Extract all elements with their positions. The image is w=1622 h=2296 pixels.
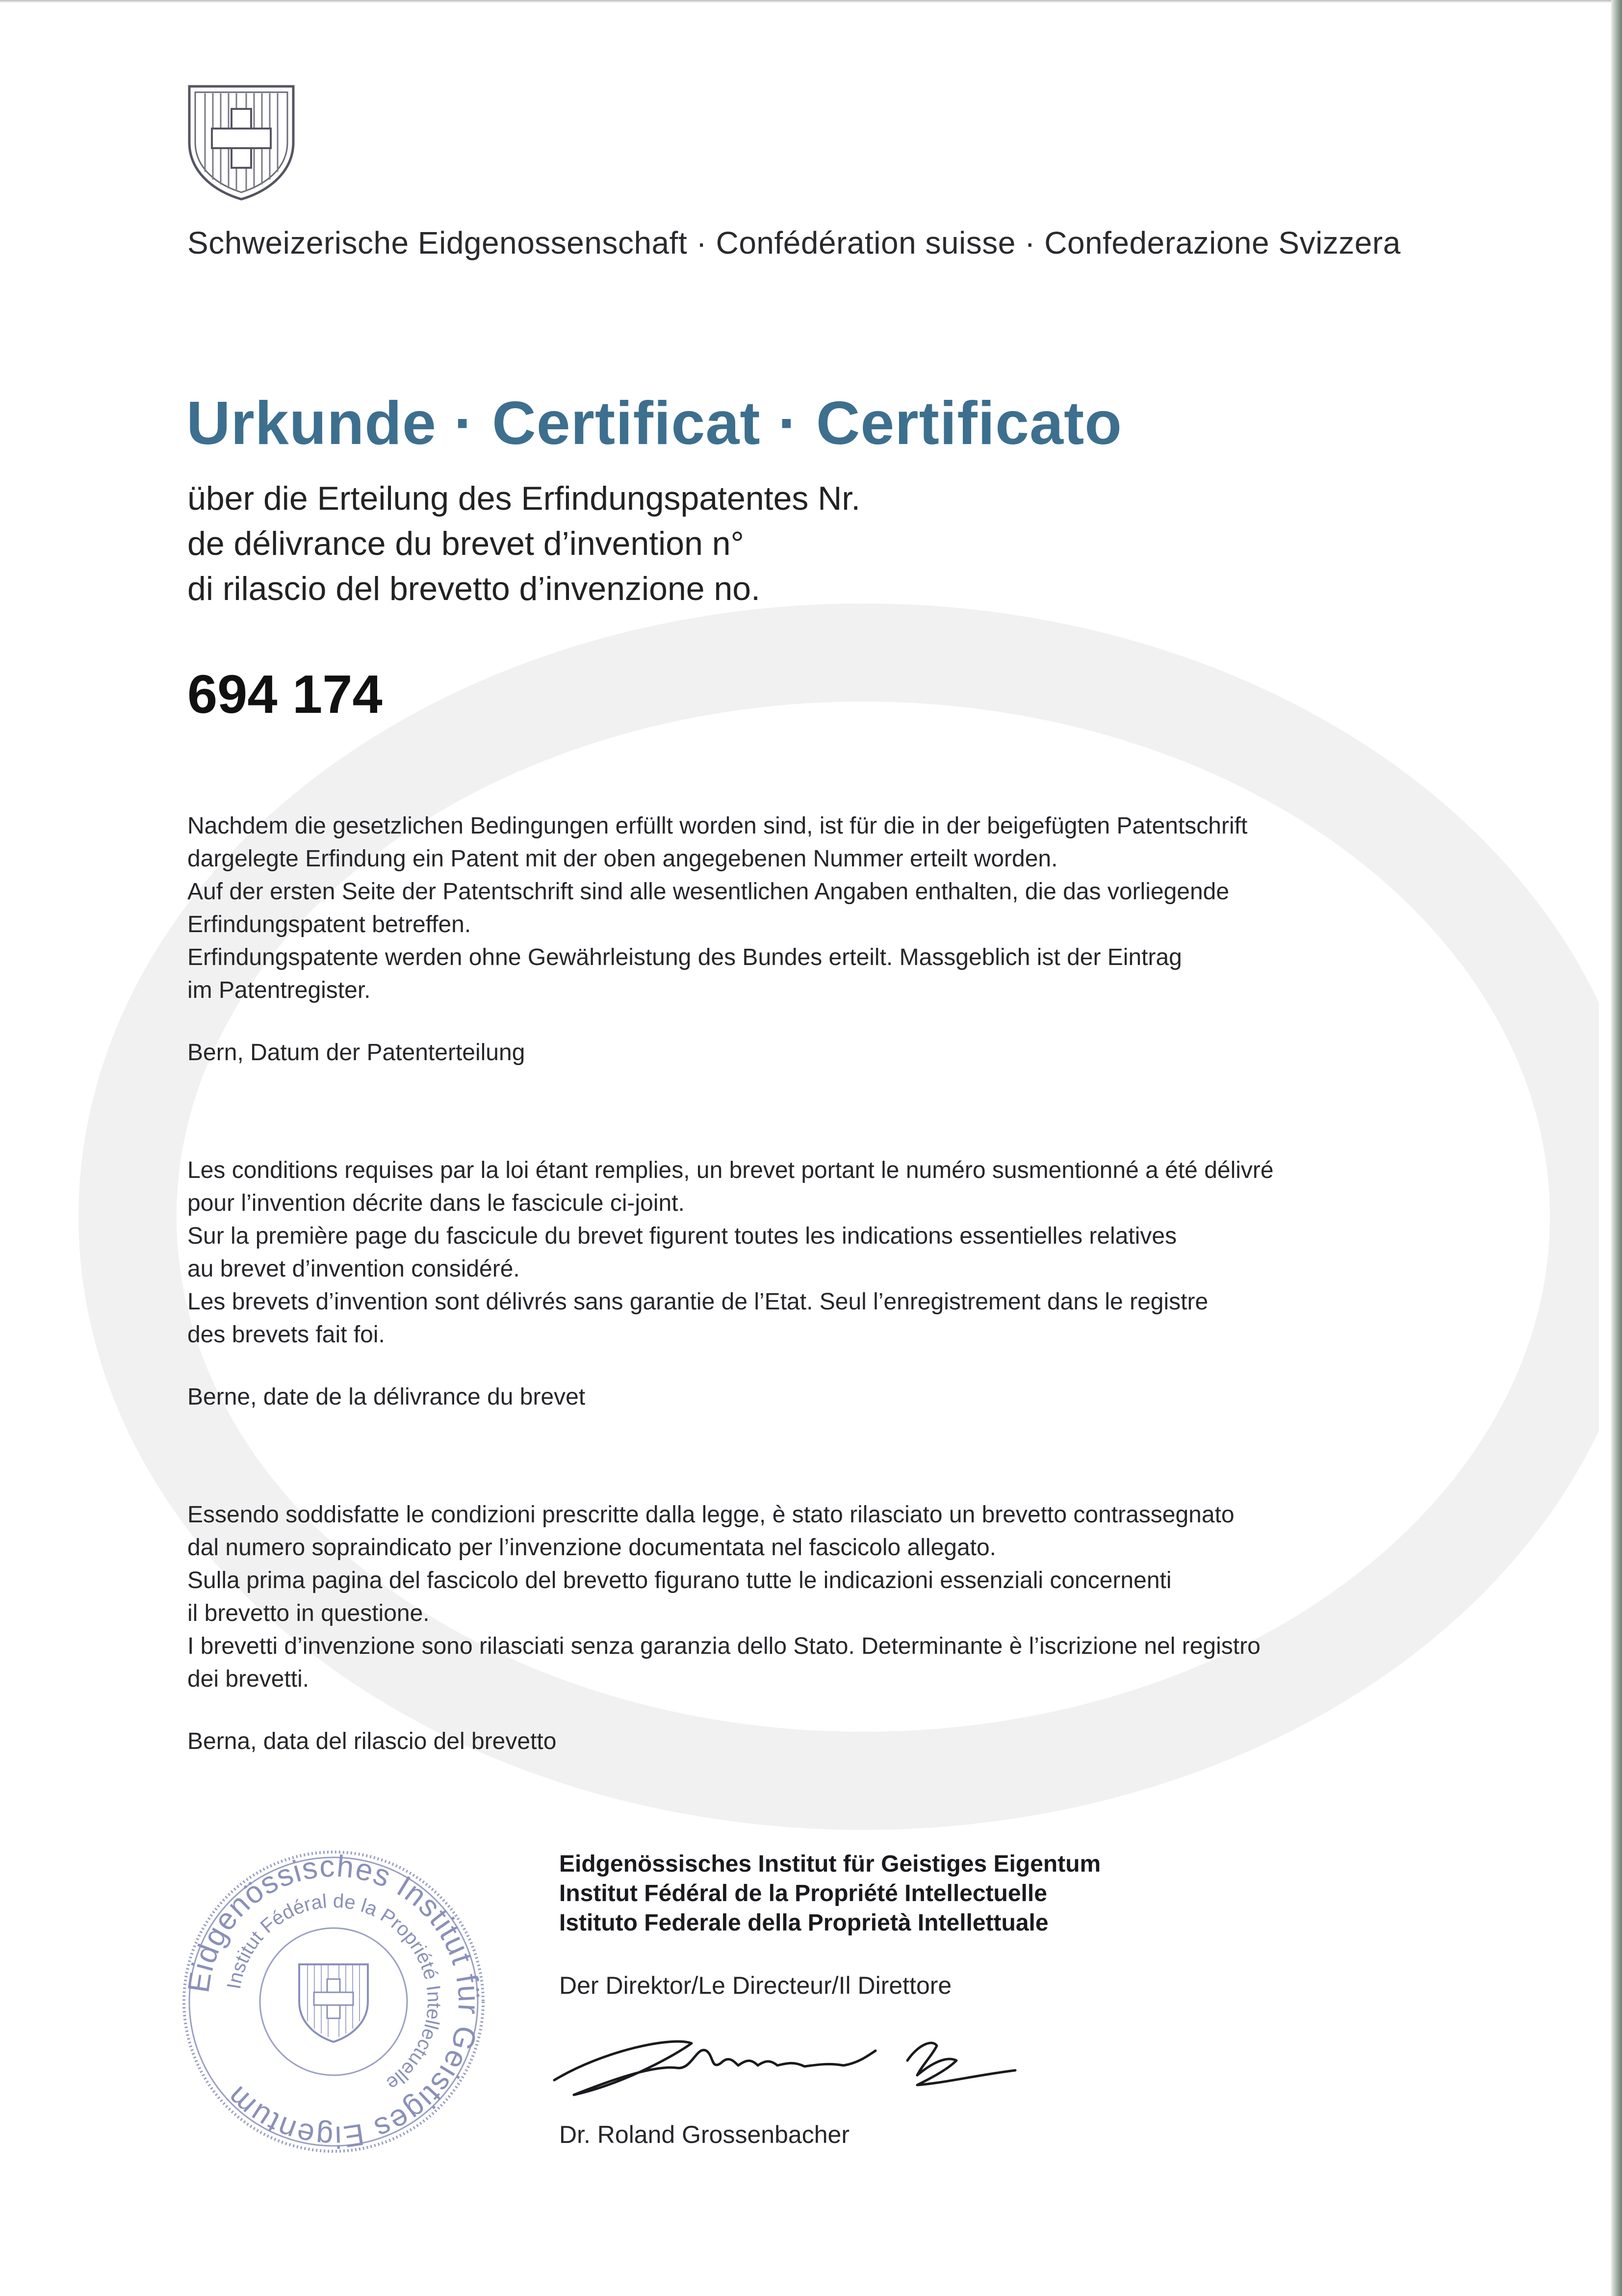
subtitle-italian: di rilascio del brevetto d’invenzione no.: [187, 570, 761, 607]
page-edge-top: [0, 0, 1622, 3]
french-line: pour l’invention décrite dans le fascicule ci-joint.: [187, 1190, 685, 1216]
italian-paragraph: [187, 1498, 1463, 1696]
institute-seal-icon: [177, 1845, 490, 2159]
seal-inner-text: Institut Fédéral de la Propriété Intellectuelle: [223, 1890, 445, 2095]
signature-icon: [544, 2016, 1035, 2110]
italian-line: Sulla prima pagina del fascicolo del brevetto figurano tutte le indicazioni essenziali concernenti: [187, 1567, 1172, 1593]
institute-name-french: Institut Fédéral de la Propriété Intellectuelle: [559, 1880, 1047, 1906]
french-place-date: Berne, date de la délivrance du brevet: [187, 1384, 586, 1410]
german-line: Erfindungspatente werden ohne Gewährleistung des Bundes erteilt. Massgeblich ist der Eintrag: [187, 944, 1182, 970]
german-line: im Patentregister.: [187, 977, 371, 1003]
institute-name-italian: Istituto Federale della Proprietà Intellettuale: [559, 1910, 1049, 1936]
subtitle-german: über die Erteilung des Erfindungspatentes Nr.: [187, 480, 861, 517]
french-line: Les brevets d’invention sont délivrés sans garantie de l’Etat. Seul l’enregistrement dans le registre: [187, 1289, 1209, 1315]
german-line: dargelegte Erfindung ein Patent mit der oben angegebenen Nummer erteilt worden.: [187, 846, 1058, 872]
confederation-line: Schweizerische Eidgenossenschaft · Confédération suisse · Confederazione Svizzera: [187, 225, 1401, 261]
french-line: au brevet d’invention considéré.: [187, 1256, 520, 1282]
italian-line: il brevetto in questione.: [187, 1600, 430, 1626]
certificate-title: Urkunde · Certificat · Certificato: [186, 390, 1123, 457]
patent-number: 694 174: [187, 664, 383, 725]
institute-name-german: Eidgenössisches Institut für Geistiges Eigentum: [559, 1851, 1101, 1877]
german-paragraph: [187, 809, 1463, 1007]
german-place-date: Bern, Datum der Patenterteilung: [187, 1040, 525, 1066]
subtitle: [187, 476, 860, 611]
french-line: Sur la première page du fascicule du brevet figurent toutes les indications essentielles relatives: [187, 1223, 1177, 1249]
french-line: des brevets fait foi.: [187, 1322, 385, 1348]
german-line: Auf der ersten Seite der Patentschrift sind alle wesentlichen Angaben enthalten, die das vorliegende: [187, 879, 1230, 905]
german-line: Erfindungspatent betreffen.: [187, 912, 471, 938]
subtitle-french: de délivrance du brevet d’invention n°: [187, 525, 744, 562]
italian-place-date: Berna, data del rilascio del brevetto: [187, 1728, 557, 1754]
french-line: Les conditions requises par la loi étant remplies, un brevet portant le numéro susmentionné a été délivré: [187, 1157, 1274, 1183]
italian-line: Essendo soddisfatte le condizioni prescritte dalla legge, è stato rilasciato un brevetto contrassegnato: [187, 1502, 1235, 1528]
italian-line: dei brevetti.: [187, 1666, 309, 1692]
french-paragraph: [187, 1154, 1463, 1351]
page-edge-right: [1611, 0, 1622, 2296]
italian-line: dal numero sopraindicato per l’invenzione documentata nel fascicolo allegato.: [187, 1535, 997, 1561]
swiss-cross-shield-icon: [185, 83, 297, 201]
institute-names: [559, 1850, 1101, 1938]
german-line: Nachdem die gesetzlichen Bedingungen erfüllt worden sind, ist für die in der beigefügten Patentschrift: [187, 813, 1248, 839]
seal-outer-text: Eidgenössisches Institut für Geistiges Eigentum: [181, 1849, 486, 2154]
director-name: Dr. Roland Grossenbacher: [559, 2121, 850, 2148]
director-title: Der Direktor/Le Directeur/Il Direttore: [559, 1972, 952, 1999]
italian-line: I brevetti d’invenzione sono rilasciati senza garanzia dello Stato. Determinante è l’iscrizione nel registro: [187, 1633, 1261, 1659]
